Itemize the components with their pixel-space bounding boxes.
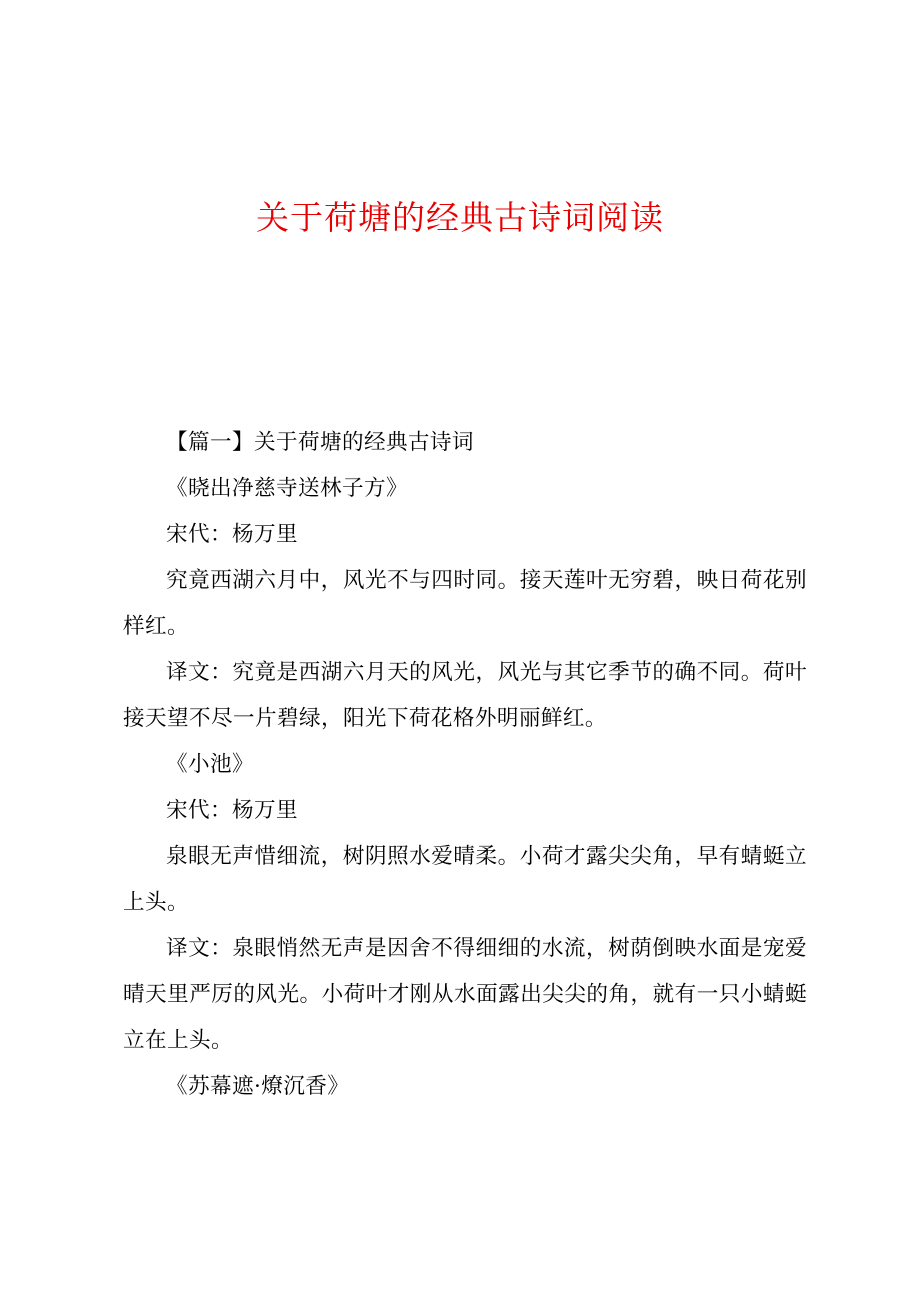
- poem-title: 《晓出净慈寺送林子方》: [166, 476, 408, 501]
- poem-author: 宋代：杨万里: [166, 522, 298, 547]
- section-heading: 【篇一】关于荷塘的经典古诗词: [166, 430, 474, 455]
- poem-translation: 译文：究竟是西湖六月天的风光，风光与其它季节的确不同。荷叶接天望不尽一片碧绿，阳光下荷花格外明丽鲜红。: [123, 660, 807, 731]
- poem-title: 《小池》: [166, 752, 254, 777]
- poem-text: 究竟西湖六月中，风光不与四时同。接天莲叶无穷碧，映日荷花别样红。: [123, 568, 807, 639]
- poem-author: 宋代：杨万里: [166, 798, 298, 823]
- poem-text: 泉眼无声惜细流，树阴照水爱晴柔。小荷才露尖尖角，早有蜻蜓立上头。: [123, 844, 807, 915]
- document-title: 关于荷塘的经典古诗词阅读: [256, 198, 664, 237]
- poem-title: 《苏幕遮·燎沉香》: [166, 1074, 350, 1099]
- document-body: [123, 420, 807, 1110]
- poem-translation: 译文：泉眼悄然无声是因舍不得细细的水流，树荫倒映水面是宠爱晴天里严厉的风光。小荷叶才刚从水面露出尖尖的角，就有一只小蜻蜓立在上头。: [123, 936, 807, 1053]
